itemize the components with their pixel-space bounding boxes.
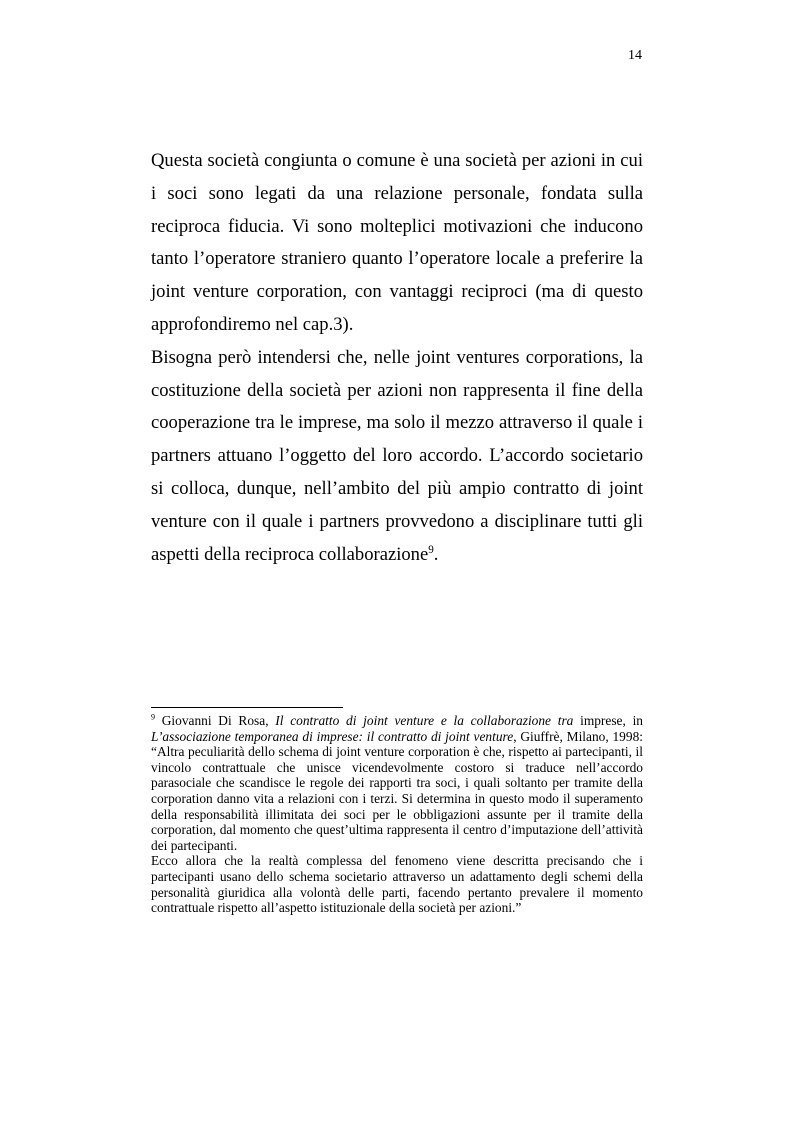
- paragraph-1: Questa società congiunta o comune è una società per azioni in cui i soci sono legati da una relazione personale, fondata sulla reciproca fiducia. Vi sono molteplici motivazioni che inducono tanto l’operatore straniero quanto l’operatore locale a preferire la joint venture corporation, con vantaggi reciproci (ma di questo approfondiremo nel cap.3).: [151, 150, 643, 335]
- paragraph-2-end: .: [433, 543, 439, 565]
- paragraph-2: [151, 342, 643, 572]
- footnote-marker: 9: [151, 712, 156, 722]
- footnote-paragraph-2: Ecco allora che la realtà complessa del fenomeno viene descritta precisando che i partecipanti usano dello schema societario attraverso un adattamento degli schemi della personalità giuridica alla volontà delle parti, facendo pertanto prevalere il momento contrattuale rispetto all’aspetto istituzionale della società per azioni.”: [151, 853, 643, 916]
- footnote: [151, 713, 643, 916]
- paragraph-2-text: Bisogna però intendersi che, nelle joint ventures corporations, la costituzione della società per azioni non rappresenta il fine della cooperazione tra le imprese, ma solo il mezzo attraverso il quale i partners attuano l’oggetto del loro accordo. L’accordo societario si colloca, dunque, nell’ambito del più ampio contratto di joint venture con il quale i partners provvedono a disciplinare tutti gli aspetti della reciproca collaborazione: [151, 346, 643, 565]
- footnote-reference: 9: [428, 543, 434, 556]
- body-text: [151, 145, 643, 571]
- footnote-text-1: imprese, in: [573, 713, 643, 728]
- footnote-author: Giovanni Di Rosa,: [155, 713, 276, 728]
- footnote-title-2: L’associazione temporanea di imprese: il contratto di joint venture: [151, 728, 514, 744]
- footnote-paragraph-1: [151, 713, 643, 853]
- footnote-separator: [151, 707, 343, 708]
- page-number: 14: [628, 48, 642, 63]
- footnote-text-2: , Giuffrè, Milano, 1998: “Altra peculiarità dello schema di joint venture corporation è che, rispetto ai partecipanti, il vincolo contrattuale che unisce vicendevolmente costoro si traduce nell’accordo parasociale che scandisce le regole dei rapporti tra soci, i quali soltanto per tramite della corporation danno vita a relazioni con i terzi. Si determina in questo modo il superamento della responsabilità illimitata dei soci per le obbligazioni assunte per il tramite della corporation, dal momento che quest’ultima rappresenta il centro d’imputazione dell’attività dei partecipanti.: [151, 728, 643, 853]
- footnote-title-1: Il contratto di joint venture e la collaborazione tra: [275, 713, 574, 728]
